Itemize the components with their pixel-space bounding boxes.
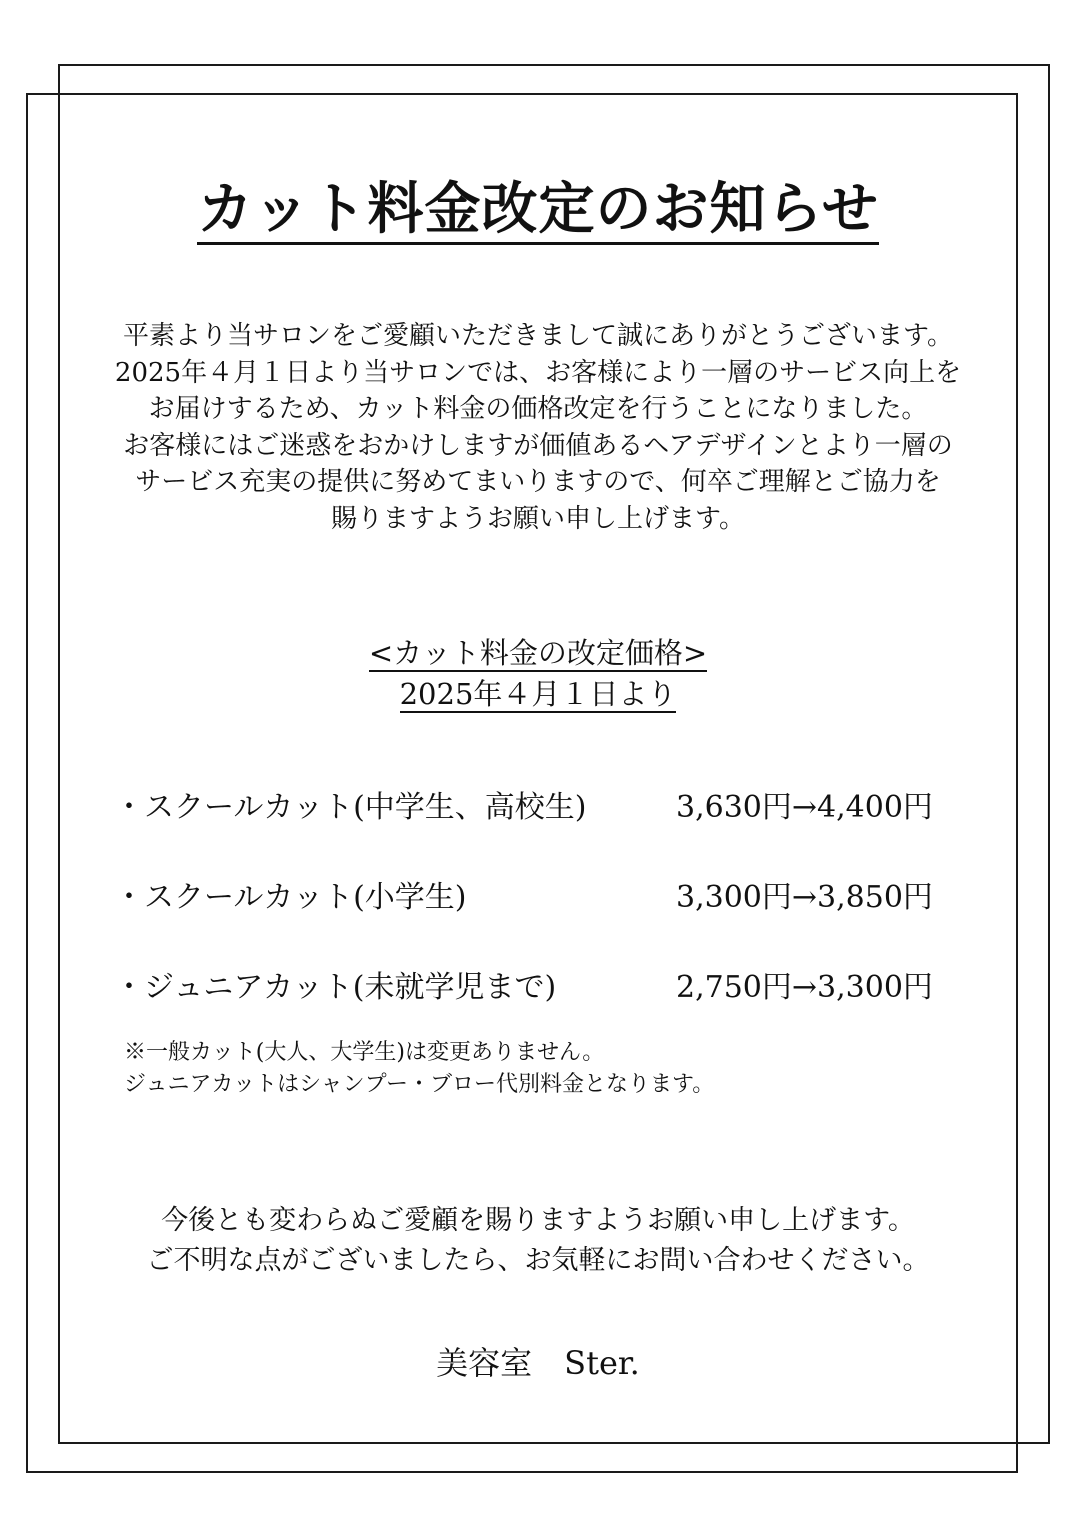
intro-line: 平素より当サロンをご愛顧いただきまして誠にありがとうございます。: [123, 321, 953, 351]
page-title: [26, 173, 1050, 245]
intro-line: お届けするため、カット料金の価格改定を行うことになりました。: [148, 394, 928, 424]
closing-line: ご不明な点がございましたら、お気軽にお問い合わせください。: [146, 1245, 930, 1276]
price-row-value: 3,630円→4,400円: [676, 790, 933, 825]
intro-line: お客様にはご迷惑をおかけしますが価値あるヘアデザインとより一層の: [123, 430, 953, 461]
closing-message: [26, 1201, 1050, 1281]
note-line: ※一般カット(大人、大学生)は変更ありません。: [124, 1040, 605, 1065]
price-effective-date: 2025年４月１日より: [399, 677, 677, 711]
intro-line: 2025年４月１日より当サロンでは、お客様により一層のサービス向上を: [114, 357, 962, 388]
note-line: ジュニアカットはシャンプー・ブロー代別料金となります。: [124, 1072, 715, 1097]
price-notes: [124, 1037, 714, 1101]
closing-line: 今後とも変わらぬご愛顧を賜りますようお願い申し上げます。: [161, 1205, 915, 1236]
salon-signature: 美容室 Ster.: [436, 1344, 640, 1382]
price-row-label: ・スクールカット(中学生、高校生): [114, 790, 587, 825]
intro-line: サービス充実の提供に努めてまいりますので、何卒ご理解とご協力を: [135, 467, 941, 497]
price-row-value: 2,750円→3,300円: [676, 970, 933, 1005]
intro-paragraph: [26, 318, 1050, 537]
price-row-label: ・スクールカット(小学生): [114, 880, 467, 915]
price-section-heading: [26, 633, 1050, 715]
page-title-text: カット料金改定のお知らせ: [197, 176, 879, 245]
notice-content: [26, 93, 1050, 1444]
price-row-label: ・ジュニアカット(未就学児まで): [114, 970, 557, 1005]
intro-line: 賜りますようお願い申し上げます。: [331, 503, 745, 534]
price-row-value: 3,300円→3,850円: [676, 880, 933, 915]
price-section-title: <カット料金の改定価格>: [368, 636, 708, 670]
